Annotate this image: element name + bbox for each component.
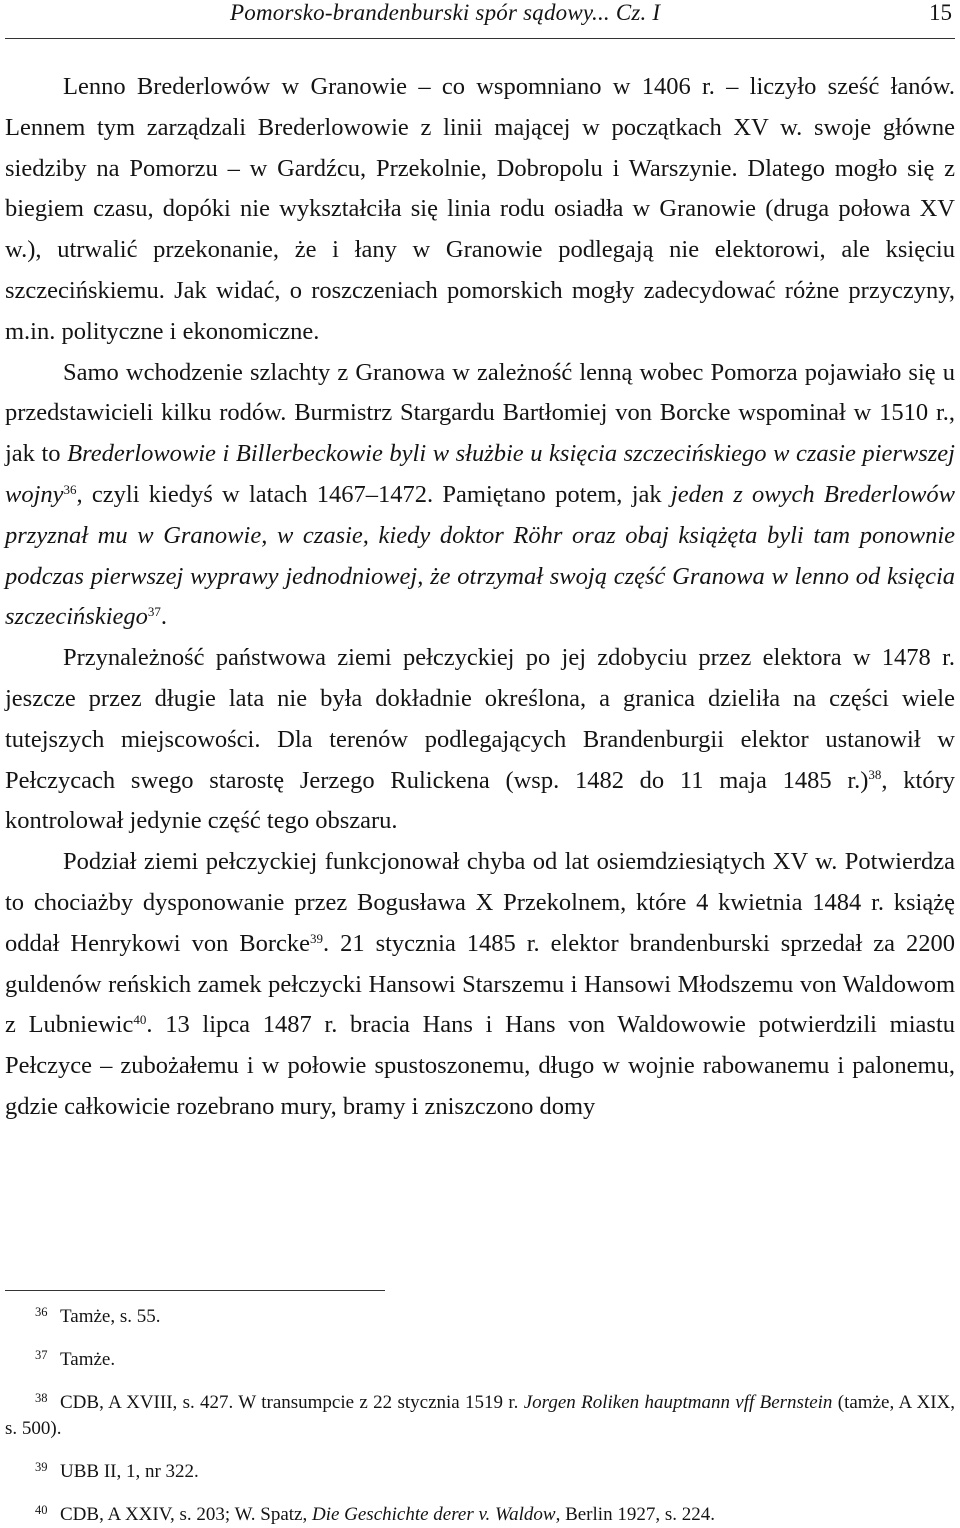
paragraph (5, 842, 955, 1128)
text-run: Tamże, s. 55. (60, 1306, 161, 1327)
text-run: . 21 stycznia 1485 r. elektor brandenburski sprzedał za 2200 guldenów reńskich zamek pełczycki Hansowi Starszemu i Hansowi Młodszemu von Waldowom z Lubniewic (5, 929, 955, 1039)
footnote (5, 1347, 955, 1373)
header-rule (5, 38, 955, 39)
footnote-reference: 40 (133, 1012, 147, 1028)
paragraph (5, 67, 955, 353)
text-run: (tamże, A XIX, s. 500). (5, 1392, 955, 1439)
footnote-reference: 36 (63, 481, 77, 497)
running-head (0, 0, 960, 30)
footnotes (5, 1304, 955, 1528)
footnote-reference: 37 (147, 604, 161, 620)
text-run: UBB II, 1, nr 322. (60, 1461, 199, 1482)
italic-text: Die Geschichte derer v. Waldow (311, 1504, 556, 1525)
text-run: Przynależność państwowa ziemi pełczyckiej po jej zdobyciu przez elektora w 1478 r. jeszcze przez długie lata nie była dokładnie określona, a granica dzieliła na części wiele tutejszych miejscowości. Dla terenów podlegających Brandenburgii elektor ustanowił w Pełczycach swego starostę Jerzego Rulickena (wsp. 1482 do 11 maja 1485 r.) (5, 644, 955, 794)
text-run: , Berlin 1927, s. 224. (555, 1504, 715, 1525)
footnote-text (5, 1390, 955, 1442)
footnote (5, 1304, 955, 1330)
footnote-number: 39 (35, 1460, 48, 1474)
footnote (5, 1502, 955, 1528)
text-run: , czyli kiedyś w latach 1467–1472. Pamiętano potem, jak (76, 480, 671, 508)
footnote-rule (5, 1290, 385, 1291)
footnote (5, 1390, 955, 1442)
footnote-reference: 38 (868, 767, 882, 783)
text-run: . (160, 603, 167, 631)
footnote-text (5, 1304, 955, 1330)
italic-text: Jorgen Roliken hauptmann vff Bernstein (523, 1392, 833, 1413)
footnote-text (5, 1347, 955, 1373)
text-run: . 13 lipca 1487 r. bracia Hans i Hans von Waldowowie potwierdzili miastu Pełczyce – zubożałemu i w połowie spustoszonemu, długo w wojnie rabowanemu i palonemu, gdzie całkowicie rozebrano mury, bramy i zniszczono domy (5, 1011, 955, 1120)
running-title: Pomorsko-brandenburski spór sądowy... Cz. I (230, 0, 661, 25)
text-run: Lenno Brederlowów w Granowie – co wspomniano w 1406 r. – liczyło sześć łanów. Lennem tym zarządzali Brederlowowie z linii mającej w początkach XV w. swoje główne siedziby na Pomorzu – w Gardźcu, Przekolnie, Dobropolu i Warszynie. Dlatego mogło się z biegiem czasu, dopóki nie wykształciła się linia rodu osiadła w Granowie (druga połowa XV w.), utrwalić przekonanie, że i łany w Granowie podlegają nie elektorowi, ale księciu szczecińskiemu. Jak widać, o roszczeniach pomorskich mogły zadecydować różne przyczyny, m.in. polityczne i ekonomiczne. (5, 73, 955, 345)
paragraph (5, 353, 955, 639)
footnote (5, 1459, 955, 1485)
footnote-number: 36 (35, 1305, 48, 1319)
footnote-number: 40 (35, 1503, 48, 1517)
text-run: Samo wchodzenie szlachty z Granowa w zależność lenną wobec Pomorza pojawiało się u przedstawicieli kilku rodów. Burmistrz Stargardu Bartłomiej von Borcke wspominał w 1510 r., jak to (5, 358, 955, 468)
paragraph (5, 638, 955, 842)
italic-text: jeden z owych Brederlowów przyznał mu w Granowie, w czasie, kiedy doktor Röhr oraz obaj książęta byli tam ponownie podczas pierwszej wyprawy jednodniowej, że otrzymał swoją część Granowa w lenno od księcia szczecińskiego (5, 480, 955, 631)
text-run: Podział ziemi pełczyckiej funkcjonował chyba od lat osiemdziesiątych XV w. Potwierdza to chociażby dysponowanie przez Bogusława X Przekolnem, które 4 kwietnia 1484 r. książę oddał Henrykowi von Borcke (5, 848, 955, 957)
text-run: Tamże. (60, 1349, 116, 1370)
footnote-text (5, 1502, 955, 1528)
italic-text: Brederlowowie i Billerbeckowie byli w służbie u księcia szczecińskiego w czasie pierwszej wojny (5, 440, 955, 508)
text-run: CDB, A XXIV, s. 203; W. Spatz, (60, 1504, 312, 1525)
footnote-text (5, 1459, 955, 1485)
text-run: CDB, A XVIII, s. 427. W transumpcie z 22 stycznia 1519 r. (60, 1392, 524, 1413)
page-number: 15 (929, 0, 952, 25)
footnote-number: 37 (35, 1348, 48, 1362)
footnote-reference: 39 (310, 930, 324, 946)
text-run: , który kontrolował jedynie część tego obszaru. (5, 766, 955, 835)
main-text (5, 67, 955, 1128)
footnote-number: 38 (35, 1391, 48, 1405)
